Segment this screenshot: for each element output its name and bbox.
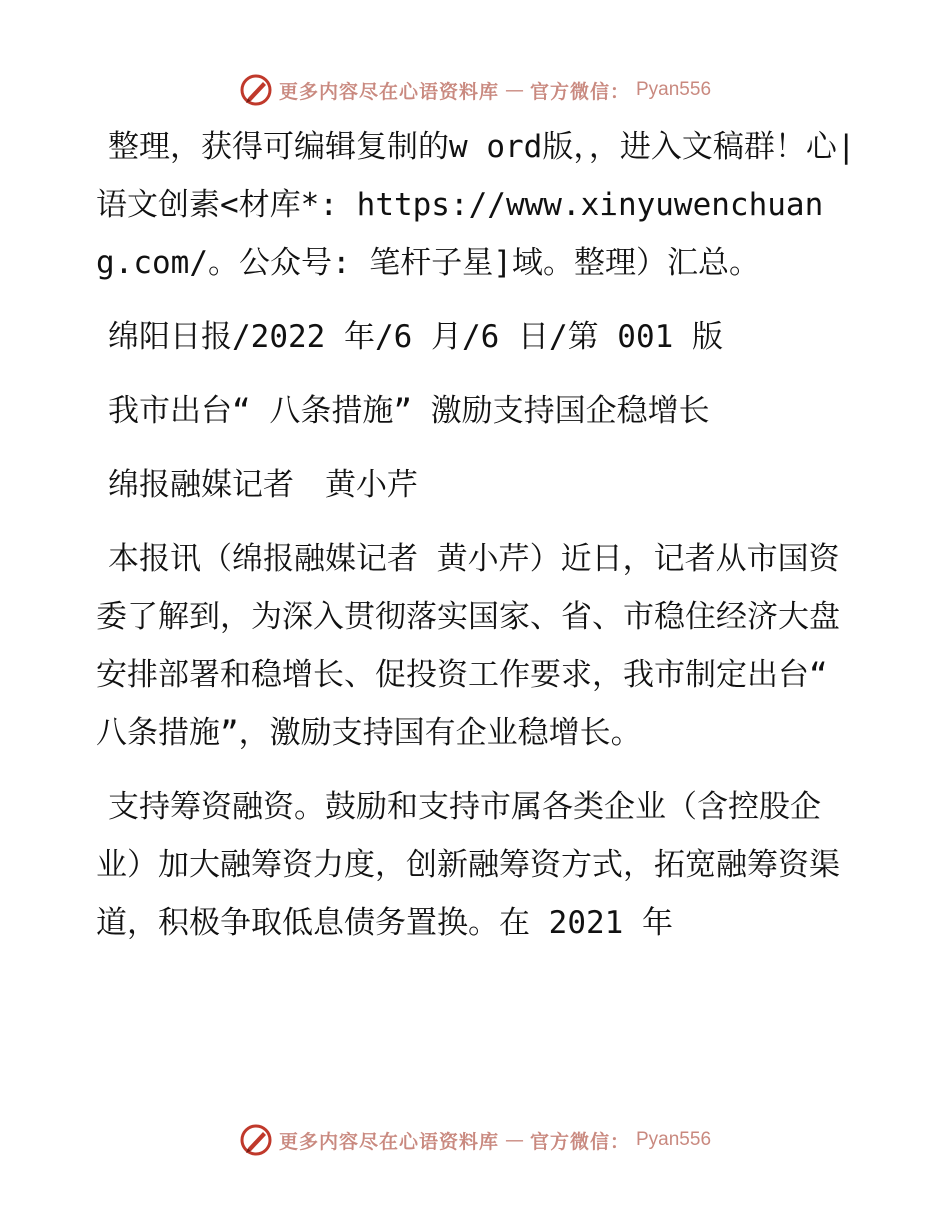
watermark-separator: — — [504, 79, 524, 101]
paragraph-intro: 整理，获得可编辑复制的w ord版，，进入文稿群！心|语文创素<材库*: https://www.xinyuwenchuang.com/。公众号: 笔杆子星]域。整理）汇总。 — [96, 129, 856, 281]
watermark-id: Pyan556 — [636, 1129, 712, 1150]
paragraph-financing: 支持筹资融资。鼓励和支持市属各类企业（含控股企业）加大融筹资力度，创新融筹资方式，拓宽融筹资渠道，积极争取低息债务置换。在 2021 年 — [96, 789, 840, 941]
footer-watermark — [0, 1120, 950, 1160]
paragraph-source: 绵阳日报/2022 年/6 月/6 日/第 001 版 — [108, 319, 723, 355]
watermark-separator: — — [504, 1129, 524, 1151]
watermark-id: Pyan556 — [636, 79, 712, 100]
watermark-contact: 官方微信： — [529, 80, 630, 103]
header-watermark — [0, 70, 950, 110]
document-body — [96, 118, 856, 968]
article-byline: 绵报融媒记者 黄小芹 — [108, 467, 418, 503]
watermark-contact: 官方微信： — [529, 1130, 630, 1153]
pen-logo-icon — [239, 1123, 273, 1157]
watermark-brand: 更多内容尽在心语资料库 — [278, 80, 499, 103]
watermark-brand: 更多内容尽在心语资料库 — [278, 1130, 499, 1153]
article-title: 我市出台“ 八条措施” 激励支持国企稳增长 — [108, 393, 710, 429]
pen-logo-icon — [239, 73, 273, 107]
paragraph-lead: 本报讯（绵报融媒记者 黄小芹）近日，记者从市国资委了解到，为深入贯彻落实国家、省、市稳住经济大盘安排部署和稳增长、促投资工作要求，我市制定出台“ 八条措施”，激励支持国有企业稳增长。 — [96, 541, 840, 751]
